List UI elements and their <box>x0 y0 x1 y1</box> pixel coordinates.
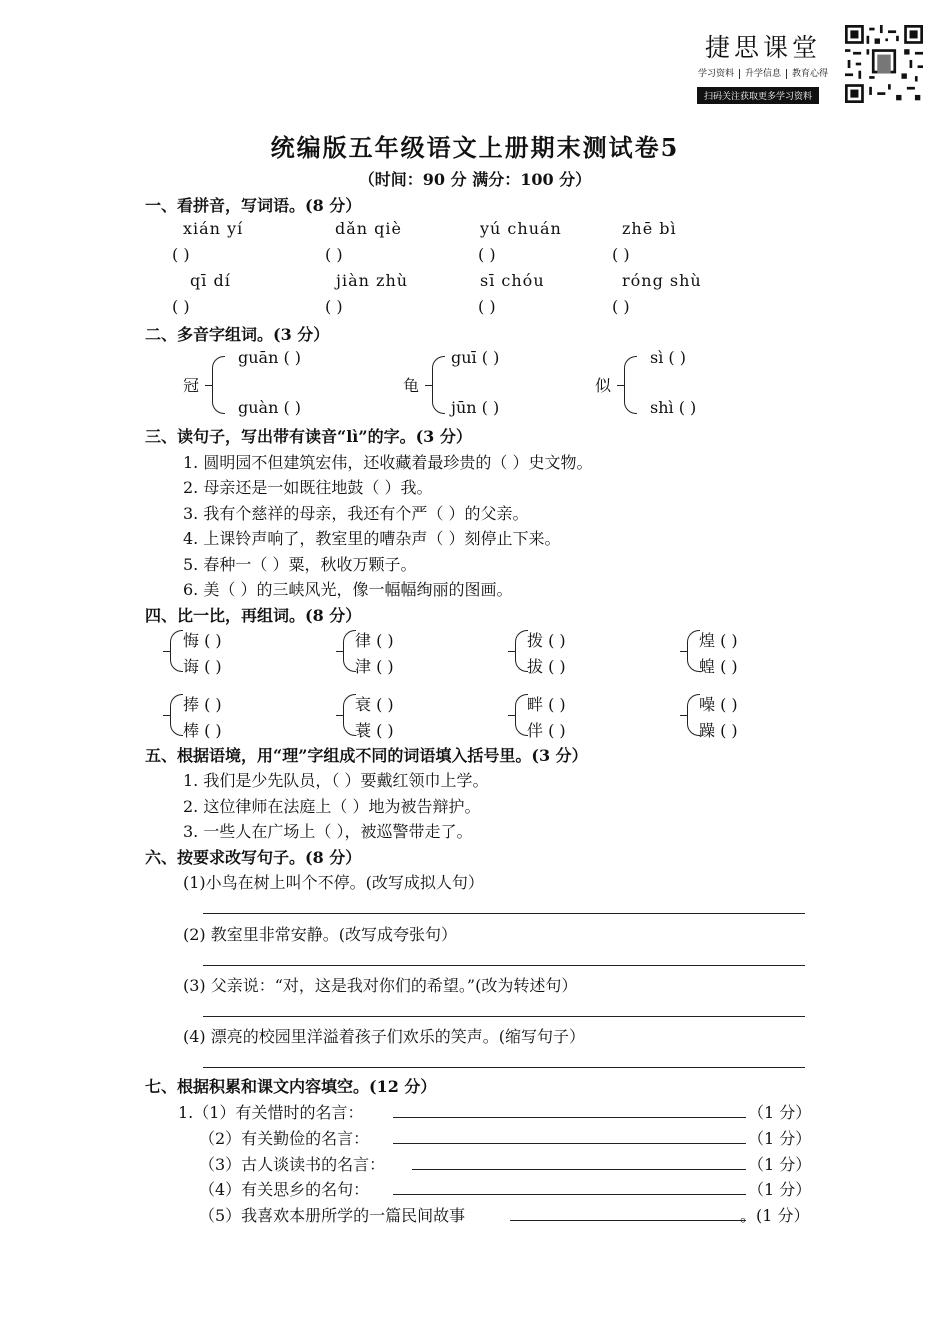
answer-blank[interactable]: ( ) <box>612 297 630 316</box>
score-label: （1 分） <box>748 1180 812 1199</box>
polyphone-option[interactable]: jūn ( ) <box>451 398 500 417</box>
compare-word[interactable]: 捧 ( ) <box>183 695 222 714</box>
pinyin: xián yí <box>183 219 244 238</box>
sentence-item[interactable]: 3. 一些人在广场上（ ），被巡警带走了。 <box>183 822 473 841</box>
qr-code-icon[interactable] <box>845 25 923 103</box>
compare-word[interactable]: 伴 ( ) <box>527 721 566 740</box>
section-7-heading: 七、根据积累和课文内容填空。(12 分） <box>145 1077 437 1096</box>
compare-word[interactable]: 衰 ( ) <box>355 695 394 714</box>
pinyin: jiàn zhù <box>336 271 409 290</box>
section-2-heading: 二、多音字组词。(3 分） <box>145 325 330 344</box>
compare-word[interactable]: 悔 ( ) <box>183 631 222 650</box>
rewrite-prompt: (1)小鸟在树上叫个不停。(改写成拟人句） <box>183 873 484 892</box>
compare-word[interactable]: 拨 ( ) <box>527 631 566 650</box>
answer-line[interactable] <box>203 965 805 966</box>
answer-line[interactable] <box>393 1194 746 1195</box>
page-subtitle: （时间：90 分 满分：100 分） <box>358 170 592 189</box>
pinyin: róng shù <box>622 271 702 290</box>
pinyin: sī chóu <box>480 271 545 290</box>
polyphone-char: 冠 <box>183 376 200 395</box>
rewrite-prompt: (3) 父亲说：“对，这是我对你们的希望。”(改为转述句） <box>183 976 578 995</box>
answer-line[interactable] <box>393 1117 746 1118</box>
sentence-item[interactable]: 1. 圆明园不但建筑宏伟，还收藏着最珍贵的（ ）史文物。 <box>183 453 593 472</box>
compare-word[interactable]: 畔 ( ) <box>527 695 566 714</box>
compare-word[interactable]: 律 ( ) <box>355 631 394 650</box>
brace-icon <box>624 356 637 414</box>
section-1-heading: 一、看拼音，写词语。(8 分） <box>145 196 362 215</box>
page-title: 统编版五年级语文上册期末测试卷5 <box>270 133 680 162</box>
score-label: 。(1 分） <box>740 1206 810 1225</box>
sentence-item[interactable]: 3. 我有个慈祥的母亲，我还有个严（ ）的父亲。 <box>183 504 529 523</box>
polyphone-option[interactable]: sì ( ) <box>650 348 686 367</box>
polyphone-option[interactable]: guī ( ) <box>451 348 500 367</box>
brand-tag: 教育心得 <box>786 69 833 79</box>
answer-blank[interactable]: ( ) <box>612 245 630 264</box>
compare-word[interactable]: 津 ( ) <box>355 657 394 676</box>
answer-line[interactable] <box>510 1220 746 1221</box>
rewrite-prompt: (2) 教室里非常安静。(改写成夸张句） <box>183 925 457 944</box>
sentence-item[interactable]: 2. 母亲还是一如既往地鼓（ ）我。 <box>183 478 433 497</box>
fill-label: （5）我喜欢本册所学的一篇民间故事 <box>199 1206 466 1225</box>
fill-label: （4）有关思乡的名句： <box>199 1180 370 1199</box>
answer-blank[interactable]: ( ) <box>325 297 343 316</box>
sentence-item[interactable]: 2. 这位律师在法庭上（ ）地为被告辩护。 <box>183 797 481 816</box>
pinyin: dǎn qiè <box>335 219 402 238</box>
polyphone-char: 似 <box>595 376 612 395</box>
answer-blank[interactable]: ( ) <box>325 245 343 264</box>
compare-word[interactable]: 躁 ( ) <box>699 721 738 740</box>
brace-icon <box>212 356 225 414</box>
score-label: （1 分） <box>748 1155 812 1174</box>
answer-blank[interactable]: ( ) <box>478 245 496 264</box>
rewrite-prompt: (4) 漂亮的校园里洋溢着孩子们欢乐的笑声。(缩写句子） <box>183 1027 585 1046</box>
answer-blank[interactable]: ( ) <box>172 245 190 264</box>
compare-word[interactable]: 棒 ( ) <box>183 721 222 740</box>
compare-word[interactable]: 蝗 ( ) <box>699 657 738 676</box>
sentence-item[interactable]: 1. 我们是少先队员，（ ）要戴红领巾上学。 <box>183 771 489 790</box>
section-3-heading: 三、读句子，写出带有读音“lì”的字。(3 分） <box>145 427 472 446</box>
polyphone-char: 龟 <box>403 376 420 395</box>
sentence-item[interactable]: 5. 春种一（ ）粟，秋收万颗子。 <box>183 555 417 574</box>
pinyin: qī dí <box>190 271 231 290</box>
answer-line[interactable] <box>203 1067 805 1068</box>
brace-icon <box>432 356 445 414</box>
brand-banner: 扫码关注获取更多学习资料 <box>697 87 819 104</box>
fill-label: （2）有关勤俭的名言： <box>199 1129 370 1148</box>
compare-word[interactable]: 诲 ( ) <box>183 657 222 676</box>
fill-label: 1.（1）有关惜时的名言： <box>178 1103 364 1122</box>
answer-line[interactable] <box>393 1143 746 1144</box>
compare-word[interactable]: 蓑 ( ) <box>355 721 394 740</box>
compare-word[interactable]: 噪 ( ) <box>699 695 738 714</box>
score-label: （1 分） <box>748 1103 812 1122</box>
sentence-item[interactable]: 6. 美（ ）的三峡风光，像一幅幅绚丽的图画。 <box>183 580 513 599</box>
polyphone-option[interactable]: guàn ( ) <box>238 398 302 417</box>
compare-word[interactable]: 拔 ( ) <box>527 657 566 676</box>
compare-word[interactable]: 煌 ( ) <box>699 631 738 650</box>
fill-label: （3）古人谈读书的名言： <box>199 1155 386 1174</box>
section-5-heading: 五、根据语境，用“理”字组成不同的词语填入括号里。(3 分） <box>145 746 588 765</box>
answer-blank[interactable]: ( ) <box>478 297 496 316</box>
answer-line[interactable] <box>412 1169 746 1170</box>
polyphone-option[interactable]: guān ( ) <box>238 348 302 367</box>
brace-icon <box>170 694 183 736</box>
brand-tags <box>698 66 833 79</box>
pinyin: yú chuán <box>480 219 562 238</box>
pinyin: zhē bì <box>622 219 677 238</box>
brand-tag: 升学信息 <box>739 69 786 79</box>
answer-line[interactable] <box>203 1016 805 1017</box>
brand-tag: 学习资料 <box>698 69 735 79</box>
polyphone-option[interactable]: shì ( ) <box>650 398 697 417</box>
score-label: （1 分） <box>748 1129 812 1148</box>
section-4-heading: 四、比一比，再组词。(8 分） <box>145 606 362 625</box>
brace-icon <box>170 630 183 672</box>
answer-blank[interactable]: ( ) <box>172 297 190 316</box>
answer-line[interactable] <box>203 913 805 914</box>
brand-logo-text: 捷思课堂 <box>705 33 822 62</box>
section-6-heading: 六、按要求改写句子。(8 分） <box>145 848 362 867</box>
sentence-item[interactable]: 4. 上课铃声响了，教室里的嘈杂声（ ）刻停止下来。 <box>183 529 561 548</box>
